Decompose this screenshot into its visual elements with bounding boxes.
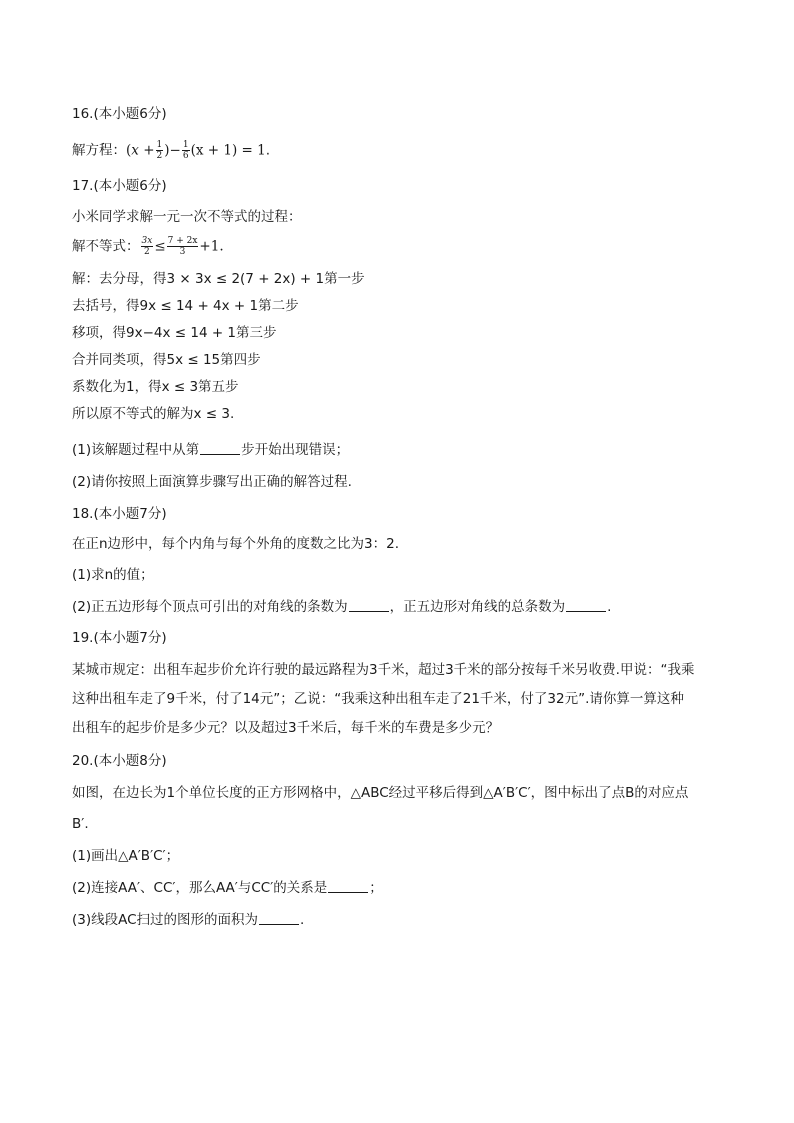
q17-part-2: (2)请你按照上面演算步骤写出正确的解答过程.	[72, 474, 352, 490]
q17-conclusion: 所以原不等式的解为x ≤ 3.	[72, 406, 235, 422]
q19-line-1: 某城市规定：出租车起步价允许行驶的最远路程为3千米，超过3千米的部分按每千米另收费.甲说：“我乘	[72, 662, 695, 678]
answer-blank[interactable]	[200, 441, 240, 455]
q16-frac1-num: 1	[156, 140, 163, 150]
q20-line-2: B′.	[72, 816, 89, 832]
q17-step-2: 去括号，得9x ≤ 14 + 4x + 1第二步	[72, 298, 299, 314]
q19-line-2: 这种出租车走了9千米，付了14元”；乙说：“我乘这种出租车走了21千米，付了32元”.请你算一算这种	[72, 691, 684, 707]
q18-part2-c: .	[607, 599, 612, 615]
q17-header: 17.(本小题6分)	[72, 178, 167, 194]
q17-step-3: 移项，得9x−4x ≤ 14 + 1第三步	[72, 325, 277, 341]
q17-frac2-num: 7 + 2x	[167, 236, 198, 246]
answer-blank[interactable]	[349, 598, 389, 612]
q17-fraction-1	[141, 236, 154, 257]
q17-part1-b: 步开始出现错误；	[241, 442, 350, 458]
q20-part2-b: ；	[369, 880, 383, 896]
q16-eq-close: )−	[164, 142, 181, 159]
q20-part3-b: .	[300, 912, 305, 928]
q16-eq-x: x	[131, 142, 139, 159]
q20-line-1: 如图，在边长为1个单位长度的正方形网格中，△ABC经过平移后得到△A′B′C′，图中标出了点B的对应点	[72, 785, 689, 801]
q17-step-5: 系数化为1，得x ≤ 3第五步	[72, 379, 239, 395]
q16-frac2-den: 6	[182, 151, 189, 161]
q17-le: ≤	[154, 238, 166, 255]
q17-step-1: 解：去分母，得3 × 3x ≤ 2(7 + 2x) + 1第一步	[72, 271, 365, 287]
q16-eq-plus: +	[143, 142, 155, 159]
q19-header: 19.(本小题7分)	[72, 630, 167, 646]
q16-stem	[72, 140, 270, 161]
q16-eq-open: (	[126, 142, 132, 159]
answer-blank[interactable]	[328, 879, 368, 893]
q20-part-2	[72, 879, 383, 897]
q17-frac1-den: 2	[144, 247, 150, 257]
q18-part-2	[72, 598, 611, 616]
answer-blank[interactable]	[566, 598, 606, 612]
q16-frac2-num: 1	[182, 140, 189, 150]
q17-step-4: 合并同类项，得5x ≤ 15第四步	[72, 352, 261, 368]
q20-part-1: (1)画出△A′B′C′；	[72, 848, 180, 864]
q17-part1-a: (1)该解题过程中从第	[72, 442, 200, 458]
q16-frac1-den: 2	[156, 151, 163, 161]
q18-part-1: (1)求n的值；	[72, 567, 154, 583]
q16-eq-end: .	[265, 142, 270, 159]
q17-frac2-den: 3	[179, 247, 186, 257]
q18-stem: 在正n边形中，每个内角与每个外角的度数之比为3：2.	[72, 536, 400, 552]
q19-line-3: 出租车的起步价是多少元？以及超过3千米后，每千米的车费是多少元？	[72, 720, 500, 736]
q17-fraction-2	[167, 236, 199, 257]
q16-fraction-1	[156, 140, 164, 161]
q16-stem-prefix: 解方程：	[72, 142, 126, 159]
q20-header: 20.(本小题8分)	[72, 753, 167, 769]
q20-part2-a: (2)连接AA′、CC′，那么AA′与CC′的关系是	[72, 880, 328, 896]
q16-header: 16.(本小题6分)	[72, 106, 167, 122]
q18-part2-b: ，正五边形对角线的总条数为	[389, 599, 566, 615]
q16-fraction-2	[182, 140, 190, 161]
q18-header: 18.(本小题7分)	[72, 506, 167, 522]
q16-eq-rest: (x + 1) = 1	[190, 142, 266, 159]
q18-part2-a: (2)正五边形每个顶点可引出的对角线的条数为	[72, 599, 348, 615]
answer-blank[interactable]	[259, 911, 299, 925]
q17-frac1-num: 3x	[141, 236, 153, 246]
q17-intro: 小米同学求解一元一次不等式的过程：	[72, 209, 302, 225]
q17-problem	[72, 236, 224, 257]
q17-problem-tail: +1.	[199, 238, 224, 255]
q20-part-3	[72, 911, 304, 929]
q17-part-1	[72, 441, 349, 459]
q17-problem-prefix: 解不等式：	[72, 238, 140, 255]
q20-part3-a: (3)线段AC扫过的图形的面积为	[72, 912, 259, 928]
